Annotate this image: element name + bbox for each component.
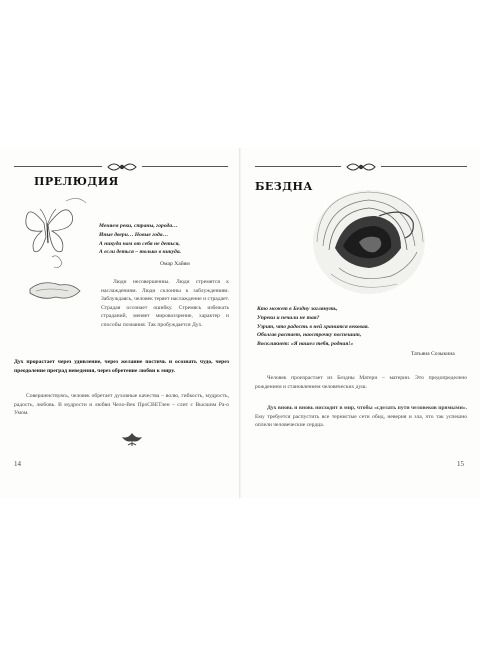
butterfly-illustration xyxy=(22,193,94,311)
epigraph-line: А никуда нам от себя не деться, xyxy=(99,240,180,247)
floral-ornament-icon xyxy=(118,431,146,447)
page-title: ПРЕЛЮДИЯ xyxy=(34,175,119,188)
paragraph-bold: Дух прорастает через удивление, через желание постичь и осознать чудо, через преодоление преград неведения, через обретение любви к миру. xyxy=(14,359,229,374)
left-page xyxy=(0,148,238,498)
paragraph xyxy=(255,404,467,430)
paragraph-bold-span: Дух вновь и вновь нисходит в мир, чтобы «сделать пути человеков прямыми». xyxy=(267,405,467,411)
paragraph: Человек произрастает из Бездны Матери – материи. Это предопределено рождением и становлением человеческих душ. xyxy=(255,375,467,390)
epigraph-line: А если деться – только в никуда. xyxy=(99,249,182,256)
epigraph-author: Татьяна Созыкина xyxy=(411,351,455,357)
epigraph xyxy=(99,222,233,257)
epigraph-line: Воскликнет: «Я нашел тебя, родная!» xyxy=(257,341,354,348)
paragraph: Люди несовершенны. Люди стремятся к наслаждениям. Люди склонны к заблуждениям. Заблуждаясь, человек теряет наслаждение и страдает. Страдая осознает ошибку. Стремясь избежать страданий, меняет мировоззрение, характер и способы познания. Так пробуждается Дух. xyxy=(101,279,230,328)
scroll-ornament-icon xyxy=(345,161,377,173)
epigraph-line: Меняем реки, страны, города… xyxy=(99,223,178,229)
epigraph-line: Иные двери… Новые года… xyxy=(99,231,169,238)
page-number: 14 xyxy=(14,460,21,468)
scroll-ornament-icon xyxy=(106,161,138,173)
book-spread xyxy=(0,148,480,498)
epigraph-line: Упреки и печали не тая? xyxy=(257,314,320,321)
epigraph-line: Кто может в Бездну заглянуть, xyxy=(257,306,338,312)
page-title: БЕЗДНА xyxy=(255,180,313,193)
header-ornament-rule xyxy=(14,161,228,173)
epigraph-line: Узрит, что радость в ней хранится вековая. xyxy=(257,323,370,330)
epigraph xyxy=(257,305,469,349)
right-page xyxy=(241,148,480,498)
abyss-swirl-illustration xyxy=(309,186,429,298)
header-ornament-rule xyxy=(255,161,467,173)
epigraph-line: Оболгав растает, наострочку поспешит, xyxy=(257,332,362,339)
paragraph-span: Ему требуется распустить все тернистые сети обид, неверия и зла, что так успешно оплели человеческие сердца. xyxy=(255,413,467,429)
paragraph: Совершенствуясь, человек обретает духовные качества – волю, гибкость, мудрость, радость, любовь. В мудрости и любви Чело-Век ПроСВЕТлен – слит с Высшим Ра-о Умом. xyxy=(14,393,229,417)
page-number: 15 xyxy=(457,460,464,468)
epigraph-author: Омар Хайям xyxy=(160,261,190,267)
